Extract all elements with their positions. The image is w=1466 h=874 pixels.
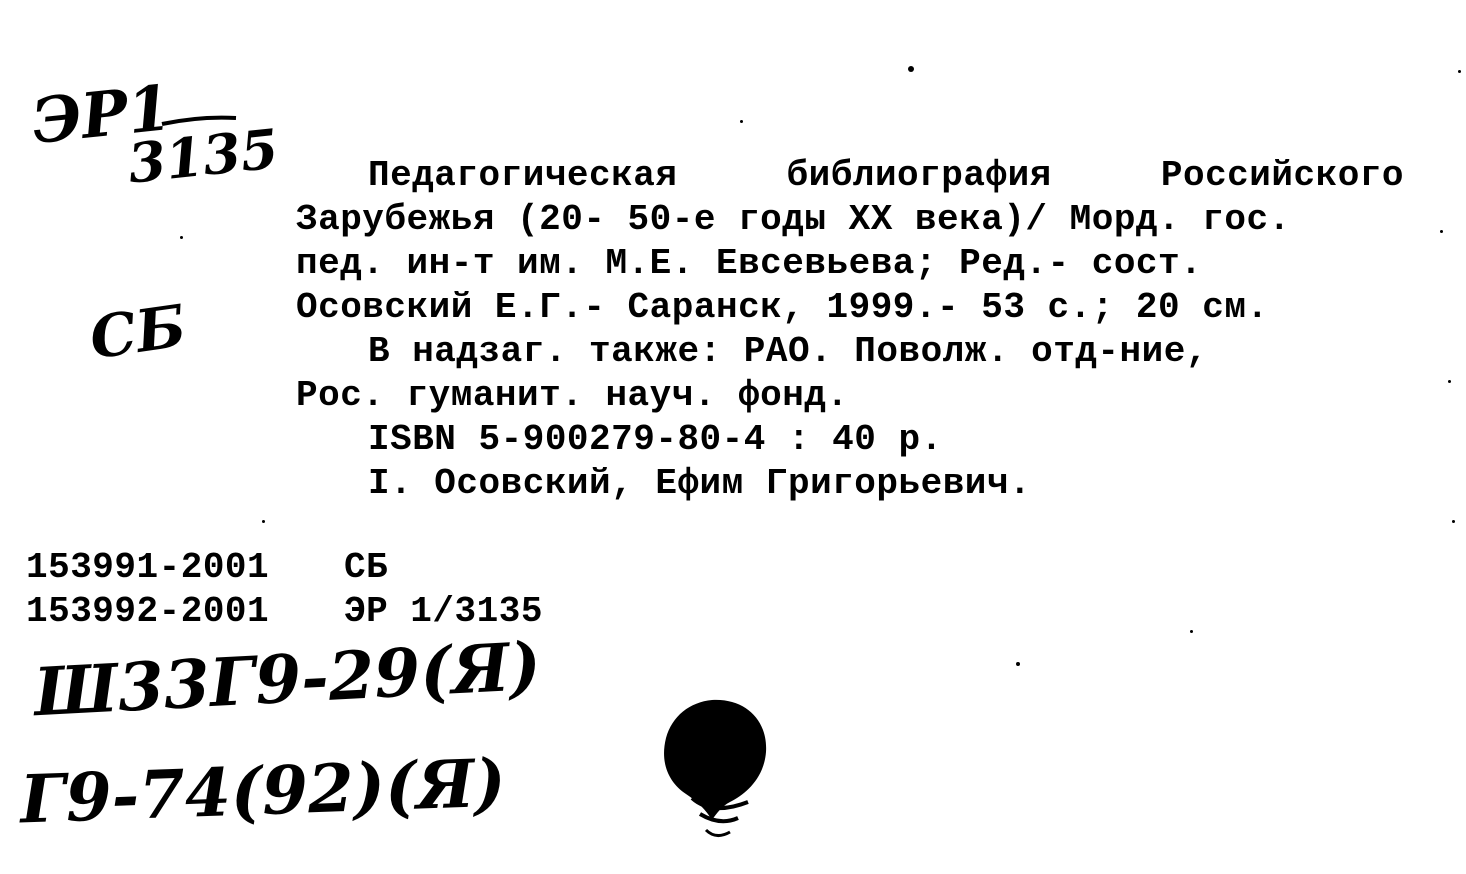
handwritten-mark-sb: СБ (85, 291, 191, 373)
scan-speck (1016, 662, 1020, 666)
handwritten-index-1: Ш33Г9-29(Я) (32, 626, 543, 732)
entry-line-4: Осовский Е.Г.- Саранск, 1999.- 53 с.; 20 см. (296, 287, 1269, 328)
added-entry-line: I. Осовский, Ефим Григорьевич. (368, 463, 1032, 504)
inventory-row-1-mark: СБ (344, 547, 389, 588)
scan-speck (1458, 70, 1461, 73)
handwritten-shelfmark-bottom: 3135 (125, 116, 282, 196)
entry-title-line-1 (368, 156, 1404, 196)
entry-line-2: Зарубежья (20- 50-е годы XX века)/ Морд. гос. (296, 199, 1291, 240)
scan-speck (740, 120, 743, 123)
entry-title-word: Российского (1160, 155, 1404, 196)
handwritten-index-2: Г9-74(92)(Я) (18, 743, 507, 839)
isbn-line: ISBN 5-900279-80-4 : 40 р. (368, 419, 943, 460)
scan-speck (262, 520, 265, 523)
scan-speck (180, 236, 183, 239)
scan-speck (1448, 380, 1451, 383)
note-line-1: В надзаг. также: РАО. Поволж. отд-ние, (368, 331, 1208, 372)
entry-title-word: Педагогическая (368, 155, 678, 196)
inventory-row-2-number: 153992-2001 (26, 591, 270, 632)
scan-speck (1452, 520, 1455, 523)
entry-title-word: библиография (786, 155, 1052, 196)
handwritten-shelfmark-top: ЭР1 (28, 70, 175, 159)
ink-blot (650, 690, 780, 850)
scan-speck (1190, 630, 1193, 633)
inventory-row-2-mark: ЭР 1/3135 (344, 591, 543, 632)
note-line-2: Рос. гуманит. науч. фонд. (296, 375, 849, 416)
scan-speck (908, 66, 914, 72)
inventory-row-1-number: 153991-2001 (26, 547, 270, 588)
entry-line-3: пед. ин-т им. М.Е. Евсевьева; Ред.- сост. (296, 243, 1203, 284)
scan-speck (1440, 230, 1443, 233)
